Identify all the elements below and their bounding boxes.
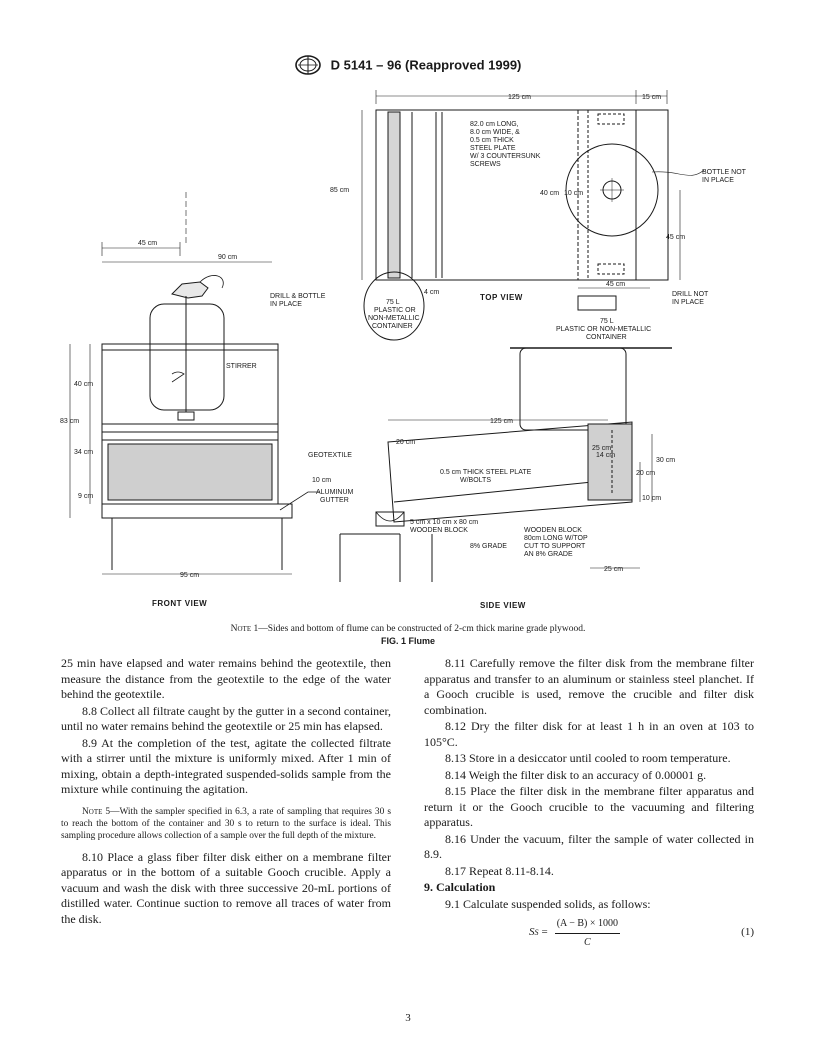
dim-85-top: 85 cm (330, 187, 350, 194)
dim-125-top: 125 cm (508, 94, 531, 101)
dim-45-front: 45 cm (138, 240, 158, 247)
front-view-label: FRONT VIEW (152, 599, 208, 608)
drill-not-l1: DRILL NOT (672, 291, 709, 298)
dim-25b-side: 25 cm (604, 566, 624, 573)
paragraph-8-12: 8.12 Dry the filter disk for at least 1 h in an oven at 103 to 105°C. (424, 719, 754, 749)
paragraph-8-16: 8.16 Under the vacuum, filter the sample of water collected in 8.9. (424, 831, 754, 861)
equation-body (529, 916, 620, 950)
dim-9-front: 9 cm (78, 493, 94, 500)
equation-1 (424, 916, 754, 950)
bottle-note-l1: BOTTLE NOT (702, 169, 746, 176)
side-view-label: SIDE VIEW (480, 601, 526, 610)
plate-note-l4: STEEL PLATE (470, 145, 516, 152)
eq-lhs: S (529, 926, 535, 939)
drill-note-l2: IN PLACE (270, 301, 302, 308)
front-view-drawing (70, 192, 432, 582)
dim-4-top: 4 cm (424, 289, 440, 296)
flume-drawing (40, 82, 780, 622)
block-large-l2: 80cm LONG W/TOP (524, 535, 588, 542)
container-right-l3: CONTAINER (586, 334, 627, 341)
dim-83-front: 83 cm (60, 418, 80, 425)
document-designation: D 5141 – 96 (Reapproved 1999) (330, 57, 522, 73)
drill-note-l1: DRILL & BOTTLE (270, 293, 326, 300)
dim-40-top: 40 cm (540, 190, 560, 197)
container-left-l2: PLASTIC OR (374, 307, 416, 314)
dim-10-front: 10 cm (312, 477, 332, 484)
note-label: Note 1 (230, 624, 259, 634)
note-5-label: Note 5 (82, 806, 111, 817)
bottle-note-l2: IN PLACE (702, 177, 734, 184)
dim-40-front: 40 cm (74, 381, 94, 388)
dim-125-side: 125 cm (490, 418, 513, 425)
flume-figure (40, 82, 780, 622)
dim-45-side: 45 cm (606, 281, 626, 288)
plate-side-l2: W/BOLTS (460, 477, 491, 484)
container-right-l1: 75 L (600, 318, 614, 325)
grade-label: 8% GRADE (470, 543, 507, 550)
paragraph-8-13: 8.13 Store in a desiccator until cooled to room temperature. (445, 751, 731, 765)
dim-30-side: 30 cm (656, 457, 676, 464)
dim-14-side: 14 cm (596, 452, 616, 459)
astm-logo-icon (295, 55, 321, 75)
left-column (61, 656, 391, 928)
drill-not-l2: IN PLACE (672, 299, 704, 306)
container-left-l1: 75 L (386, 299, 400, 306)
paragraph-8-9: 8.9 At the completion of the test, agitate the collected filtrate with a stirrer until the mixture is uniformly mixed. After 1 min of mixing, obtain a depth-integrated suspended-solids sample from the mixture while continuing the agitation. (61, 735, 391, 796)
note-text: —Sides and bottom of flume can be constructed of 2-cm thick marine grade plywood. (258, 624, 586, 634)
plate-note-l1: 82.0 cm LONG, (470, 121, 519, 128)
top-view-drawing (362, 90, 704, 340)
paragraph-9-1: 9.1 Calculate suspended solids, as follows: (445, 896, 651, 911)
geotextile-label: GEOTEXTILE (308, 452, 352, 459)
dim-95-front: 95 cm (180, 572, 200, 579)
container-left-l4: CONTAINER (372, 323, 413, 330)
dim-10-top: 10 cm (564, 190, 584, 197)
right-column (424, 656, 754, 950)
plate-note-l3: 0.5 cm THICK (470, 137, 514, 144)
plate-note-l2: 8.0 cm WIDE, & (470, 129, 520, 136)
note-5 (61, 806, 391, 842)
note-5-text: —With the sampler specified in 6.3, a rate of sampling that requires 30 s to reach the bottom of the container and 30 s to return to the surface is ideal. This sampling procedure allows collection of a sample over the full depth of the mixture. (61, 806, 391, 841)
equation-number: (1) (741, 926, 754, 939)
dim-25-side: 25 cm (592, 445, 612, 452)
paragraph-8-11: 8.11 Carefully remove the filter disk from the membrane filter apparatus and transfer to an aluminum or stainless steel planchet. If a Gooch crucible is used, remove the crucible and filter disk combination. (424, 656, 754, 717)
block-small-l2: WOODEN BLOCK (410, 527, 468, 534)
paragraph-8-15: 8.15 Place the filter disk in the membrane filter apparatus and return it or the Gooch crucible to the vacuuming and filtering apparatus. (424, 784, 754, 829)
page-number: 3 (405, 1012, 411, 1024)
figure-note (0, 624, 816, 634)
section-heading-calculation: 9. Calculation (424, 880, 496, 894)
eq-equals: = (541, 926, 548, 939)
paragraph-8-10: 8.10 Place a glass fiber filter disk either on a membrane filter apparatus or in the bottom of a suitable Gooch crucible. Apply a vacuum and wash the disk with three successive 20-mL portions of distilled water. Continue suction to remove all traces of water from the disk. (61, 849, 391, 926)
stirrer-label: STIRRER (226, 363, 257, 370)
plate-side-l1: 0.5 cm THICK STEEL PLATE (440, 469, 532, 476)
dim-10-side: 10 cm (642, 495, 662, 502)
plate-note-l6: SCREWS (470, 161, 501, 168)
page-header (0, 55, 816, 75)
paragraph-8-17: 8.17 Repeat 8.11-8.14. (445, 863, 554, 878)
dim-34-front: 34 cm (74, 449, 94, 456)
block-large-l1: WOODEN BLOCK (524, 527, 582, 534)
container-right-l2: PLASTIC OR NON-METALLIC (556, 326, 652, 333)
eq-numerator: (A − B) × 1000 (555, 916, 620, 934)
dim-90-front: 90 cm (218, 254, 238, 261)
gutter-l2: GUTTER (320, 497, 349, 504)
dim-15-top: 15 cm (642, 94, 662, 101)
paragraph-8-8: 8.8 Collect all filtrate caught by the gutter in a second container, until no water remains behind the geotextile or 25 min has elapsed. (61, 703, 391, 733)
paragraph-8-14: 8.14 Weigh the filter disk to an accuracy of 0.00001 g. (445, 767, 707, 782)
gutter-l1: ALUMINUM (316, 489, 354, 496)
eq-denominator: C (584, 936, 591, 948)
block-large-l3: CUT TO SUPPORT (524, 543, 586, 550)
dim-20-side: 20 cm (396, 439, 416, 446)
dim-45-top-right: 45 cm (666, 234, 686, 241)
block-small-l1: 5 cm x 10 cm x 80 cm (410, 519, 479, 526)
dim-20b-side: 20 cm (636, 470, 656, 477)
container-left-l3: NON-METALLIC (368, 315, 420, 322)
plate-note-l5: W/ 3 COUNTERSUNK (470, 153, 541, 160)
top-view-label: TOP VIEW (480, 293, 523, 302)
block-large-l4: AN 8% GRADE (524, 551, 573, 558)
eq-lhs-sub: S (534, 928, 539, 938)
paragraph-continued: 25 min have elapsed and water remains behind the geotextile, then measure the distance from the geotextile to the edge of the water behind the geotextile. (61, 656, 391, 701)
eq-fraction (555, 916, 620, 950)
figure-caption: FIG. 1 Flume (380, 636, 435, 646)
